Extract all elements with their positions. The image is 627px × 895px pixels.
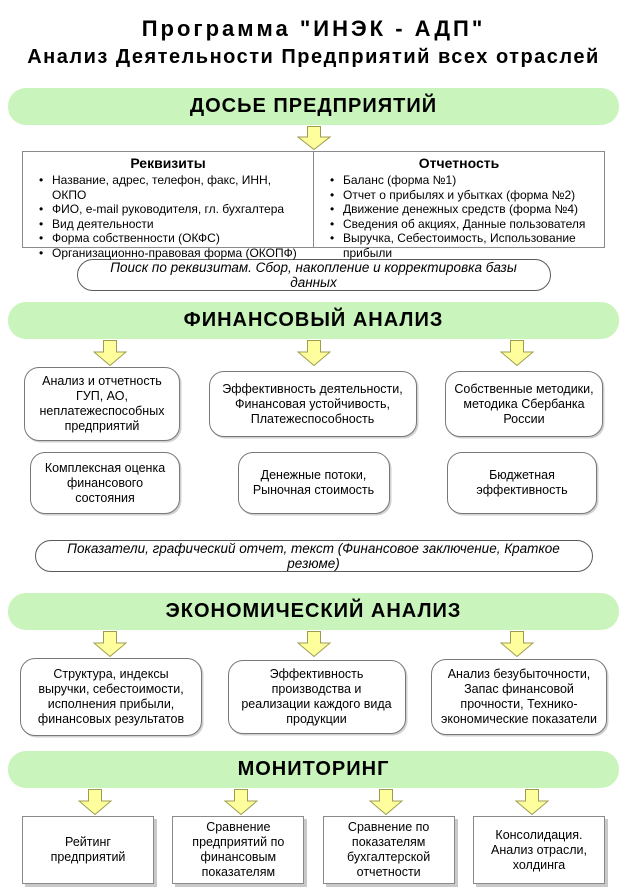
list-item: • Вид деятельности (39, 217, 307, 232)
page-title (0, 16, 627, 69)
flow-node: Комплексная оценка финансового состояния (30, 452, 180, 514)
requisites-box (23, 152, 313, 260)
list-item: • Выручка, Себестоимость, Использование прибыли (330, 231, 598, 260)
down-arrow-icon (93, 340, 127, 366)
arrow-cell (8, 340, 212, 366)
flow-node: Сравнение предприятий по финансовым показателям (172, 816, 304, 884)
program-subtitle: Анализ Деятельности Предприятий всех отраслей (27, 46, 600, 68)
economic-row (20, 658, 607, 736)
reporting-title: Отчетность (418, 155, 500, 171)
banner-monitoring: МОНИТОРИНГ (8, 751, 619, 788)
list-item: • ФИО, e-mail руководителя, гл. бухгалтера (39, 202, 307, 217)
reporting-box (313, 152, 604, 260)
banner-financial: ФИНАНСОВЫЙ АНАЛИЗ (8, 302, 619, 339)
flow-node: Собственные методики, методика Сбербанка России (445, 371, 603, 437)
arrow-cell (459, 789, 605, 815)
down-arrow-icon (515, 789, 549, 815)
list-item: • Название, адрес, телефон, факс, ИНН, ОКПО (39, 173, 307, 202)
dossier-arrow-row (8, 126, 619, 150)
economic-arrow-row (8, 631, 619, 657)
financial-arrow-row (8, 340, 619, 366)
arrow-cell (168, 789, 314, 815)
arrow-cell (212, 340, 416, 366)
arrow-cell (314, 789, 460, 815)
flow-node: Консолидация. Анализ отрасли, холдинга (473, 816, 605, 884)
monitoring-row (22, 816, 605, 884)
requisites-list (39, 173, 307, 260)
down-arrow-icon (500, 631, 534, 657)
banner-economic: ЭКОНОМИЧЕСКИЙ АНАЛИЗ (8, 593, 619, 630)
flow-node: Эффективность производства и реализации каждого вида продукции (228, 660, 406, 734)
flow-node: Денежные потоки, Рыночная стоимость (238, 452, 390, 514)
arrow-cell (8, 126, 619, 150)
down-arrow-icon (369, 789, 403, 815)
down-arrow-icon (93, 631, 127, 657)
list-item: • Отчет о прибылях и убытках (форма №2) (330, 188, 598, 203)
flow-node: Бюджетная эффективность (447, 452, 597, 514)
list-item: • Движение денежных средств (форма №4) (330, 202, 598, 217)
down-arrow-icon (78, 789, 112, 815)
program-title: Программа "ИНЭК - АДП" (141, 16, 486, 41)
dossier-data-boxes (22, 151, 605, 260)
flow-node: Эффективность деятельности, Финансовая устойчивость, Платежеспособность (209, 371, 417, 437)
arrow-cell (212, 631, 416, 657)
banner-dossier: ДОСЬЕ ПРЕДПРИЯТИЙ (8, 88, 619, 125)
reporting-list (330, 173, 598, 260)
down-arrow-icon (297, 631, 331, 657)
flow-node: Анализ безубыточности, Запас финансовой прочности, Технико-экономические показатели (431, 659, 607, 735)
down-arrow-icon (297, 340, 331, 366)
flow-node: Сравнение по показателям бухгалтерской отчетности (323, 816, 455, 884)
list-item: • Организационно-правовая форма (ОКОПФ) (39, 246, 307, 261)
down-arrow-icon (500, 340, 534, 366)
arrow-cell (415, 340, 619, 366)
arrow-cell (22, 789, 168, 815)
down-arrow-icon (297, 126, 331, 150)
monitoring-arrow-row (22, 789, 605, 815)
dossier-note: Поиск по реквизитам. Сбор, накопление и корректировка базы данных (77, 259, 551, 291)
financial-note: Показатели, графический отчет, текст (Финансовое заключение, Краткое резюме) (35, 540, 593, 572)
flow-node: Структура, индексы выручки, себестоимости, исполнения прибыли, финансовых результатов (20, 658, 202, 736)
financial-row-2 (30, 452, 597, 514)
flow-node: Рейтинг предприятий (22, 816, 154, 884)
flow-node: Анализ и отчетность ГУП, АО, неплатежеспособных предприятий (24, 367, 180, 441)
financial-row-1 (24, 367, 603, 441)
list-item: • Сведения об акциях, Данные пользователя (330, 217, 598, 232)
down-arrow-icon (224, 789, 258, 815)
list-item: • Форма собственности (ОКФС) (39, 231, 307, 246)
arrow-cell (415, 631, 619, 657)
arrow-cell (8, 631, 212, 657)
requisites-title: Реквизиты (130, 155, 206, 171)
list-item: • Баланс (форма №1) (330, 173, 598, 188)
